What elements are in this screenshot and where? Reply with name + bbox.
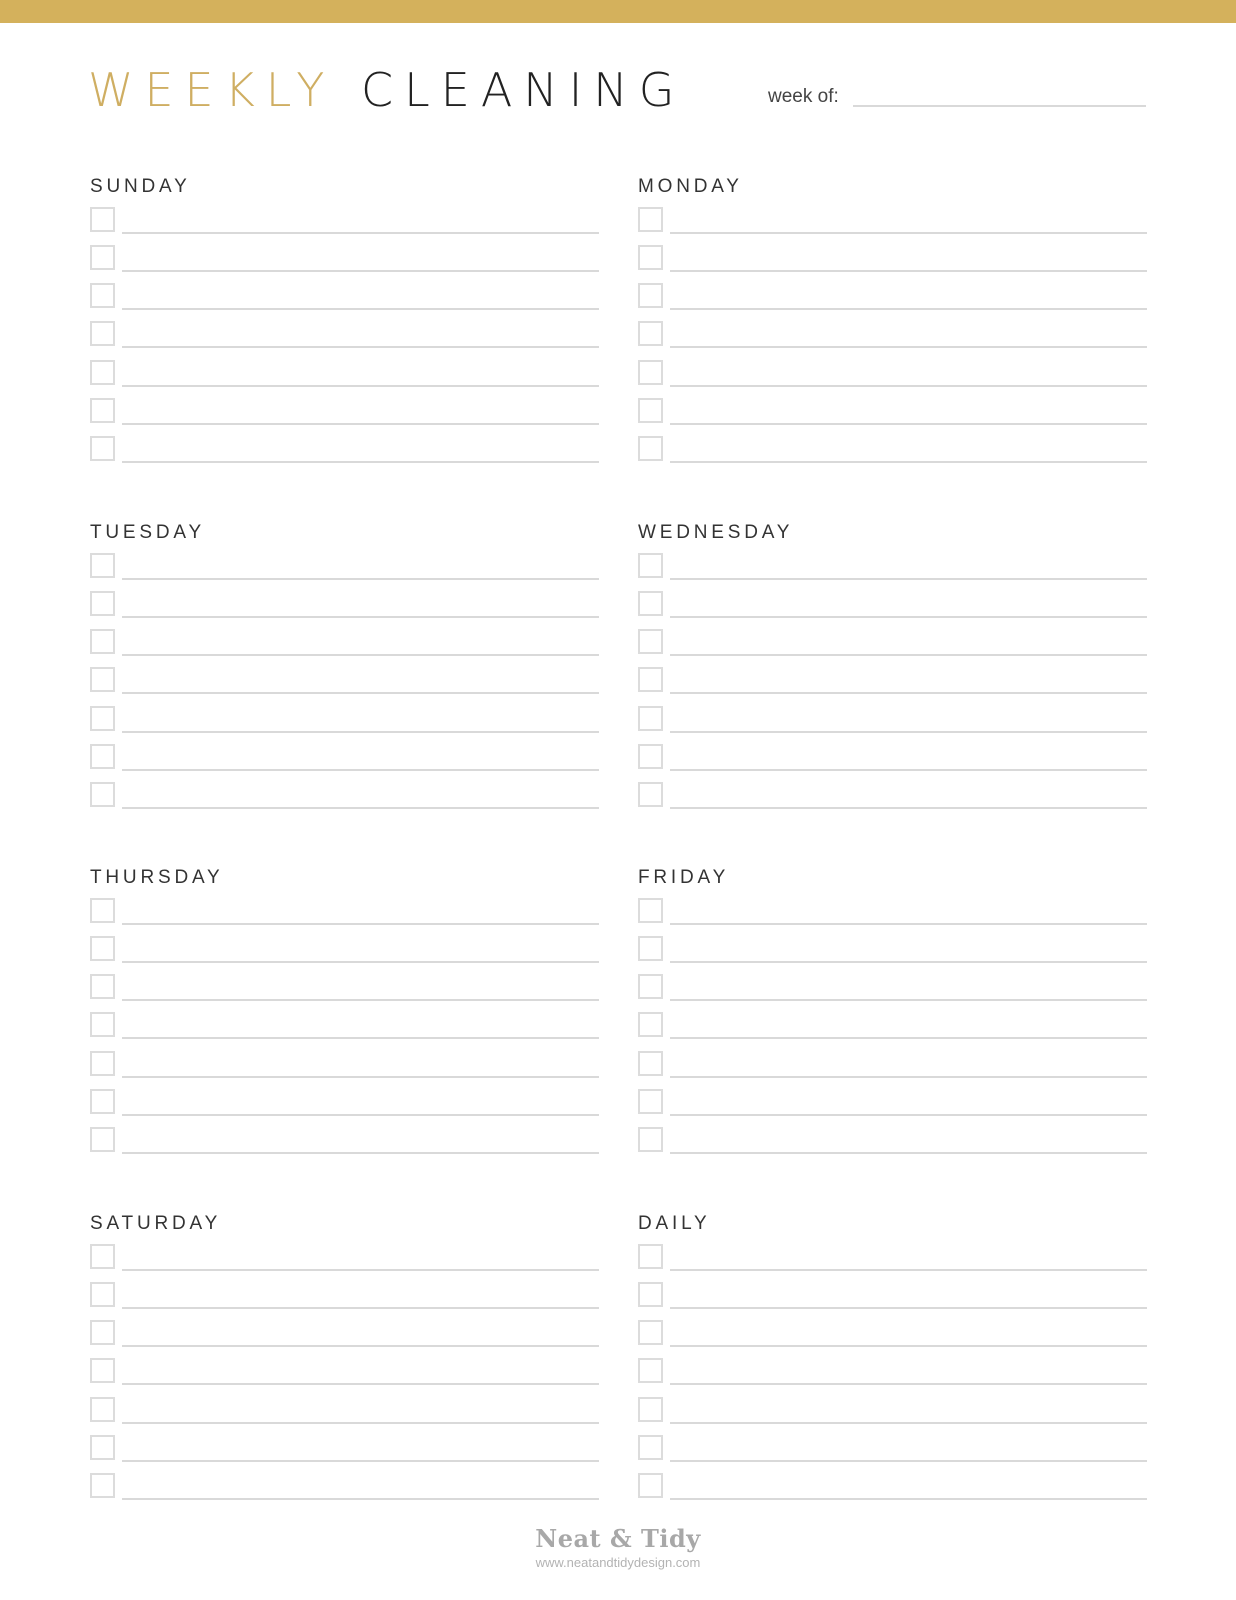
task-row	[637, 1089, 1147, 1117]
task-line-field[interactable]	[122, 1076, 599, 1078]
section-title: DAILY	[638, 1213, 711, 1234]
task-checkbox[interactable]	[638, 744, 663, 769]
task-checkbox[interactable]	[90, 1012, 115, 1037]
task-line-field[interactable]	[670, 423, 1147, 425]
task-line-field[interactable]	[670, 961, 1147, 963]
task-row	[89, 1397, 599, 1425]
task-checkbox[interactable]	[90, 245, 115, 270]
task-line-field[interactable]	[670, 1345, 1147, 1347]
task-row	[637, 1320, 1147, 1348]
section-title: THURSDAY	[90, 867, 224, 888]
task-line-field[interactable]	[122, 616, 599, 618]
task-line-field[interactable]	[670, 1114, 1147, 1116]
task-line-field[interactable]	[670, 1460, 1147, 1462]
task-checkbox[interactable]	[638, 1089, 663, 1114]
task-line-field[interactable]	[670, 616, 1147, 618]
top-accent-bar	[0, 0, 1236, 23]
task-row	[89, 782, 599, 810]
task-row	[89, 1473, 599, 1501]
task-row	[637, 706, 1147, 734]
task-line-field[interactable]	[670, 692, 1147, 694]
task-checkbox[interactable]	[638, 1397, 663, 1422]
week-of-field[interactable]	[853, 105, 1146, 107]
task-checkbox[interactable]	[90, 1127, 115, 1152]
section-title: SATURDAY	[90, 1213, 222, 1234]
task-line-field[interactable]	[122, 1383, 599, 1385]
task-checkbox[interactable]	[638, 360, 663, 385]
task-checkbox[interactable]	[90, 1473, 115, 1498]
section-title: TUESDAY	[90, 522, 205, 543]
task-row	[89, 436, 599, 464]
task-checkbox[interactable]	[638, 782, 663, 807]
task-line-field[interactable]	[122, 1460, 599, 1462]
task-checkbox[interactable]	[638, 207, 663, 232]
task-row	[89, 321, 599, 349]
task-row	[637, 245, 1147, 273]
task-checkbox[interactable]	[90, 1051, 115, 1076]
task-row	[89, 744, 599, 772]
task-row	[89, 1089, 599, 1117]
task-checkbox[interactable]	[90, 207, 115, 232]
task-line-field[interactable]	[122, 1498, 599, 1500]
task-line-field[interactable]	[122, 232, 599, 234]
task-checkbox[interactable]	[90, 591, 115, 616]
task-line-field[interactable]	[122, 923, 599, 925]
task-row	[637, 1127, 1147, 1155]
task-row	[89, 360, 599, 388]
task-line-field[interactable]	[670, 731, 1147, 733]
task-row	[637, 667, 1147, 695]
task-line-field[interactable]	[670, 769, 1147, 771]
task-checkbox[interactable]	[638, 1282, 663, 1307]
task-row	[89, 629, 599, 657]
task-line-field[interactable]	[670, 807, 1147, 809]
task-row	[89, 398, 599, 426]
task-line-field[interactable]	[122, 346, 599, 348]
task-row	[89, 207, 599, 235]
task-checkbox[interactable]	[638, 1358, 663, 1383]
task-line-field[interactable]	[122, 654, 599, 656]
task-line-field[interactable]	[670, 1307, 1147, 1309]
task-row	[637, 744, 1147, 772]
task-checkbox[interactable]	[638, 667, 663, 692]
task-checkbox[interactable]	[638, 321, 663, 346]
task-checkbox[interactable]	[90, 1358, 115, 1383]
task-row	[637, 898, 1147, 926]
task-row	[637, 1282, 1147, 1310]
task-line-field[interactable]	[122, 1037, 599, 1039]
task-line-field[interactable]	[122, 731, 599, 733]
footer-brand: Neat & Tidy	[535, 1524, 701, 1553]
task-row	[89, 936, 599, 964]
task-row	[89, 1127, 599, 1155]
task-line-field[interactable]	[670, 270, 1147, 272]
task-checkbox[interactable]	[90, 321, 115, 346]
task-row	[637, 436, 1147, 464]
task-row	[637, 1358, 1147, 1386]
task-checkbox[interactable]	[90, 1435, 115, 1460]
task-checkbox[interactable]	[90, 360, 115, 385]
task-line-field[interactable]	[670, 308, 1147, 310]
task-checkbox[interactable]	[90, 398, 115, 423]
task-row	[637, 398, 1147, 426]
section-title: SUNDAY	[90, 176, 191, 197]
task-row	[637, 553, 1147, 581]
task-row	[637, 936, 1147, 964]
task-checkbox[interactable]	[638, 1127, 663, 1152]
task-checkbox[interactable]	[90, 283, 115, 308]
task-checkbox[interactable]	[638, 1051, 663, 1076]
task-line-field[interactable]	[122, 769, 599, 771]
task-line-field[interactable]	[122, 692, 599, 694]
task-checkbox[interactable]	[638, 1320, 663, 1345]
task-line-field[interactable]	[122, 961, 599, 963]
task-row	[89, 1012, 599, 1040]
task-checkbox[interactable]	[90, 706, 115, 731]
task-line-field[interactable]	[122, 999, 599, 1001]
task-row	[89, 1358, 599, 1386]
task-row	[637, 1473, 1147, 1501]
task-checkbox[interactable]	[638, 553, 663, 578]
task-row	[637, 629, 1147, 657]
task-line-field[interactable]	[670, 1383, 1147, 1385]
task-line-field[interactable]	[670, 1498, 1147, 1500]
task-row	[637, 1244, 1147, 1272]
task-line-field[interactable]	[122, 578, 599, 580]
task-checkbox[interactable]	[638, 1473, 663, 1498]
task-line-field[interactable]	[670, 1037, 1147, 1039]
task-line-field[interactable]	[122, 1152, 599, 1154]
task-checkbox[interactable]	[638, 1435, 663, 1460]
task-row	[89, 1435, 599, 1463]
task-line-field[interactable]	[670, 999, 1147, 1001]
task-line-field[interactable]	[122, 1307, 599, 1309]
task-line-field[interactable]	[670, 461, 1147, 463]
task-row	[637, 207, 1147, 235]
task-checkbox[interactable]	[638, 283, 663, 308]
task-line-field[interactable]	[670, 346, 1147, 348]
section-title: WEDNESDAY	[638, 522, 794, 543]
task-checkbox[interactable]	[638, 245, 663, 270]
task-checkbox[interactable]	[90, 1089, 115, 1114]
task-checkbox[interactable]	[638, 591, 663, 616]
task-row	[637, 782, 1147, 810]
task-row	[637, 283, 1147, 311]
task-row	[637, 1397, 1147, 1425]
task-line-field[interactable]	[122, 807, 599, 809]
task-checkbox[interactable]	[90, 1244, 115, 1269]
task-checkbox[interactable]	[90, 436, 115, 461]
task-row	[89, 1282, 599, 1310]
task-row	[637, 591, 1147, 619]
task-row	[89, 974, 599, 1002]
task-row	[89, 553, 599, 581]
task-line-field[interactable]	[122, 1422, 599, 1424]
task-checkbox[interactable]	[90, 936, 115, 961]
task-checkbox[interactable]	[90, 898, 115, 923]
task-row	[637, 1051, 1147, 1079]
title-weekly: WEEKLY	[88, 63, 336, 117]
task-checkbox[interactable]	[90, 553, 115, 578]
page-title	[88, 62, 685, 118]
task-checkbox[interactable]	[638, 936, 663, 961]
task-checkbox[interactable]	[638, 706, 663, 731]
task-checkbox[interactable]	[638, 974, 663, 999]
task-line-field[interactable]	[670, 1269, 1147, 1271]
section-title: MONDAY	[638, 176, 743, 197]
task-row	[89, 667, 599, 695]
title-cleaning: CLEANING	[361, 63, 686, 117]
task-row	[89, 898, 599, 926]
task-row	[637, 321, 1147, 349]
task-row	[637, 1012, 1147, 1040]
section-title: FRIDAY	[638, 867, 730, 888]
task-line-field[interactable]	[670, 1422, 1147, 1424]
task-row	[89, 1244, 599, 1272]
task-checkbox[interactable]	[90, 1320, 115, 1345]
task-row	[89, 1051, 599, 1079]
task-checkbox[interactable]	[90, 629, 115, 654]
task-line-field[interactable]	[122, 1345, 599, 1347]
task-checkbox[interactable]	[638, 898, 663, 923]
task-checkbox[interactable]	[638, 1244, 663, 1269]
task-checkbox[interactable]	[638, 629, 663, 654]
task-row	[89, 1320, 599, 1348]
task-checkbox[interactable]	[90, 1282, 115, 1307]
task-line-field[interactable]	[670, 923, 1147, 925]
task-row	[89, 591, 599, 619]
task-checkbox[interactable]	[90, 782, 115, 807]
task-line-field[interactable]	[670, 578, 1147, 580]
task-line-field[interactable]	[122, 1114, 599, 1116]
task-row	[89, 245, 599, 273]
task-row	[637, 360, 1147, 388]
task-row	[637, 1435, 1147, 1463]
task-line-field[interactable]	[122, 423, 599, 425]
task-checkbox[interactable]	[90, 974, 115, 999]
task-checkbox[interactable]	[90, 744, 115, 769]
task-checkbox[interactable]	[638, 436, 663, 461]
task-row	[89, 283, 599, 311]
task-line-field[interactable]	[122, 308, 599, 310]
task-line-field[interactable]	[122, 270, 599, 272]
footer-url: www.neatandtidydesign.com	[535, 1555, 701, 1570]
task-line-field[interactable]	[122, 385, 599, 387]
task-checkbox[interactable]	[638, 398, 663, 423]
task-checkbox[interactable]	[90, 667, 115, 692]
task-line-field[interactable]	[670, 654, 1147, 656]
task-row	[637, 974, 1147, 1002]
task-line-field[interactable]	[670, 385, 1147, 387]
task-checkbox[interactable]	[638, 1012, 663, 1037]
week-of-label: week of:	[768, 86, 839, 107]
task-line-field[interactable]	[670, 1152, 1147, 1154]
task-row	[89, 706, 599, 734]
task-line-field[interactable]	[122, 1269, 599, 1271]
task-checkbox[interactable]	[90, 1397, 115, 1422]
task-line-field[interactable]	[670, 1076, 1147, 1078]
task-line-field[interactable]	[122, 461, 599, 463]
task-line-field[interactable]	[670, 232, 1147, 234]
